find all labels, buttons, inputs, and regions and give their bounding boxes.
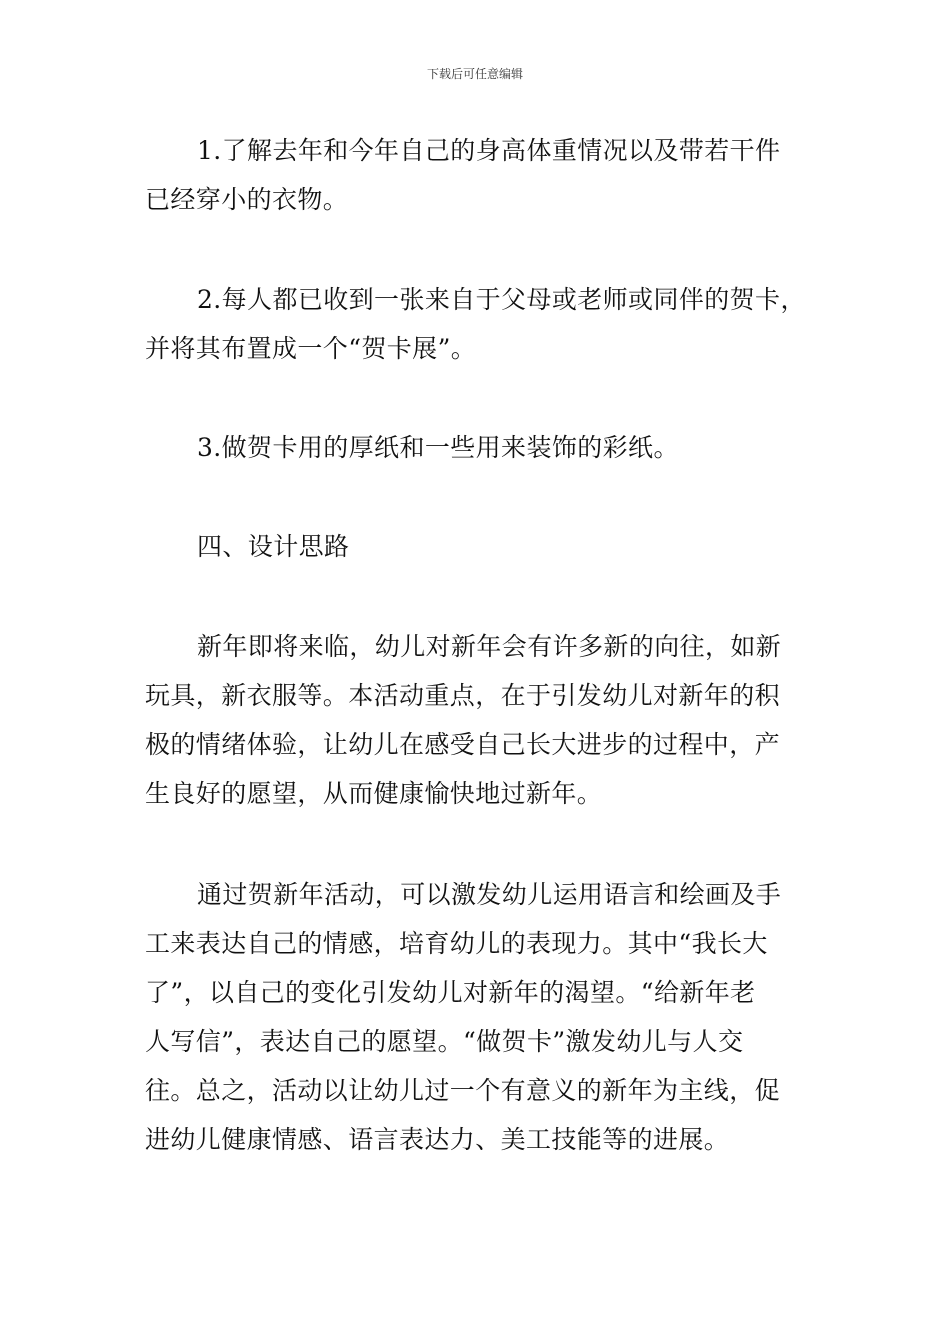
text-line: 工来表达自己的情感，培育幼儿的表现力。其中“我长大 <box>145 929 768 958</box>
text-line: 四、设计思路 <box>197 532 350 561</box>
page-header: 下载后可任意编辑 <box>426 67 523 81</box>
section-heading <box>145 522 825 571</box>
text-line: 人写信”，表达自己的愿望。“做贺卡”激发幼儿与人交 <box>145 1027 744 1056</box>
text-line: 1.了解去年和今年自己的身高体重情况以及带若干件 <box>197 136 781 165</box>
body-paragraph-1 <box>145 622 825 818</box>
text-line: 了”，以自己的变化引发幼儿对新年的渴望。“给新年老 <box>145 978 756 1007</box>
text-line: 玩具，新衣服等。本活动重点，在于引发幼儿对新年的积 <box>145 681 781 710</box>
text-line: 往。总之，活动以让幼儿过一个有意义的新年为主线，促 <box>145 1076 781 1105</box>
material-item-2 <box>145 275 825 373</box>
material-item-3 <box>145 423 825 472</box>
text-line: 已经穿小的衣物。 <box>145 185 349 214</box>
text-line: 极的情绪体验，让幼儿在感受自己长大进步的过程中，产 <box>145 730 781 759</box>
text-line: 进幼儿健康情感、语言表达力、美工技能等的进展。 <box>145 1125 730 1154</box>
text-line: 通过贺新年活动，可以激发幼儿运用语言和绘画及手 <box>197 880 782 909</box>
material-item-1 <box>145 126 825 224</box>
body-paragraph-2 <box>145 870 825 1164</box>
text-line: 2.每人都已收到一张来自于父母或老师或同伴的贺卡， <box>197 285 806 314</box>
text-line: 并将其布置成一个“贺卡展”。 <box>145 334 477 363</box>
text-line: 新年即将来临，幼儿对新年会有许多新的向往，如新 <box>197 632 782 661</box>
text-line: 3.做贺卡用的厚纸和一些用来装饰的彩纸。 <box>197 433 679 462</box>
text-line: 生良好的愿望，从而健康愉快地过新年。 <box>145 779 603 808</box>
